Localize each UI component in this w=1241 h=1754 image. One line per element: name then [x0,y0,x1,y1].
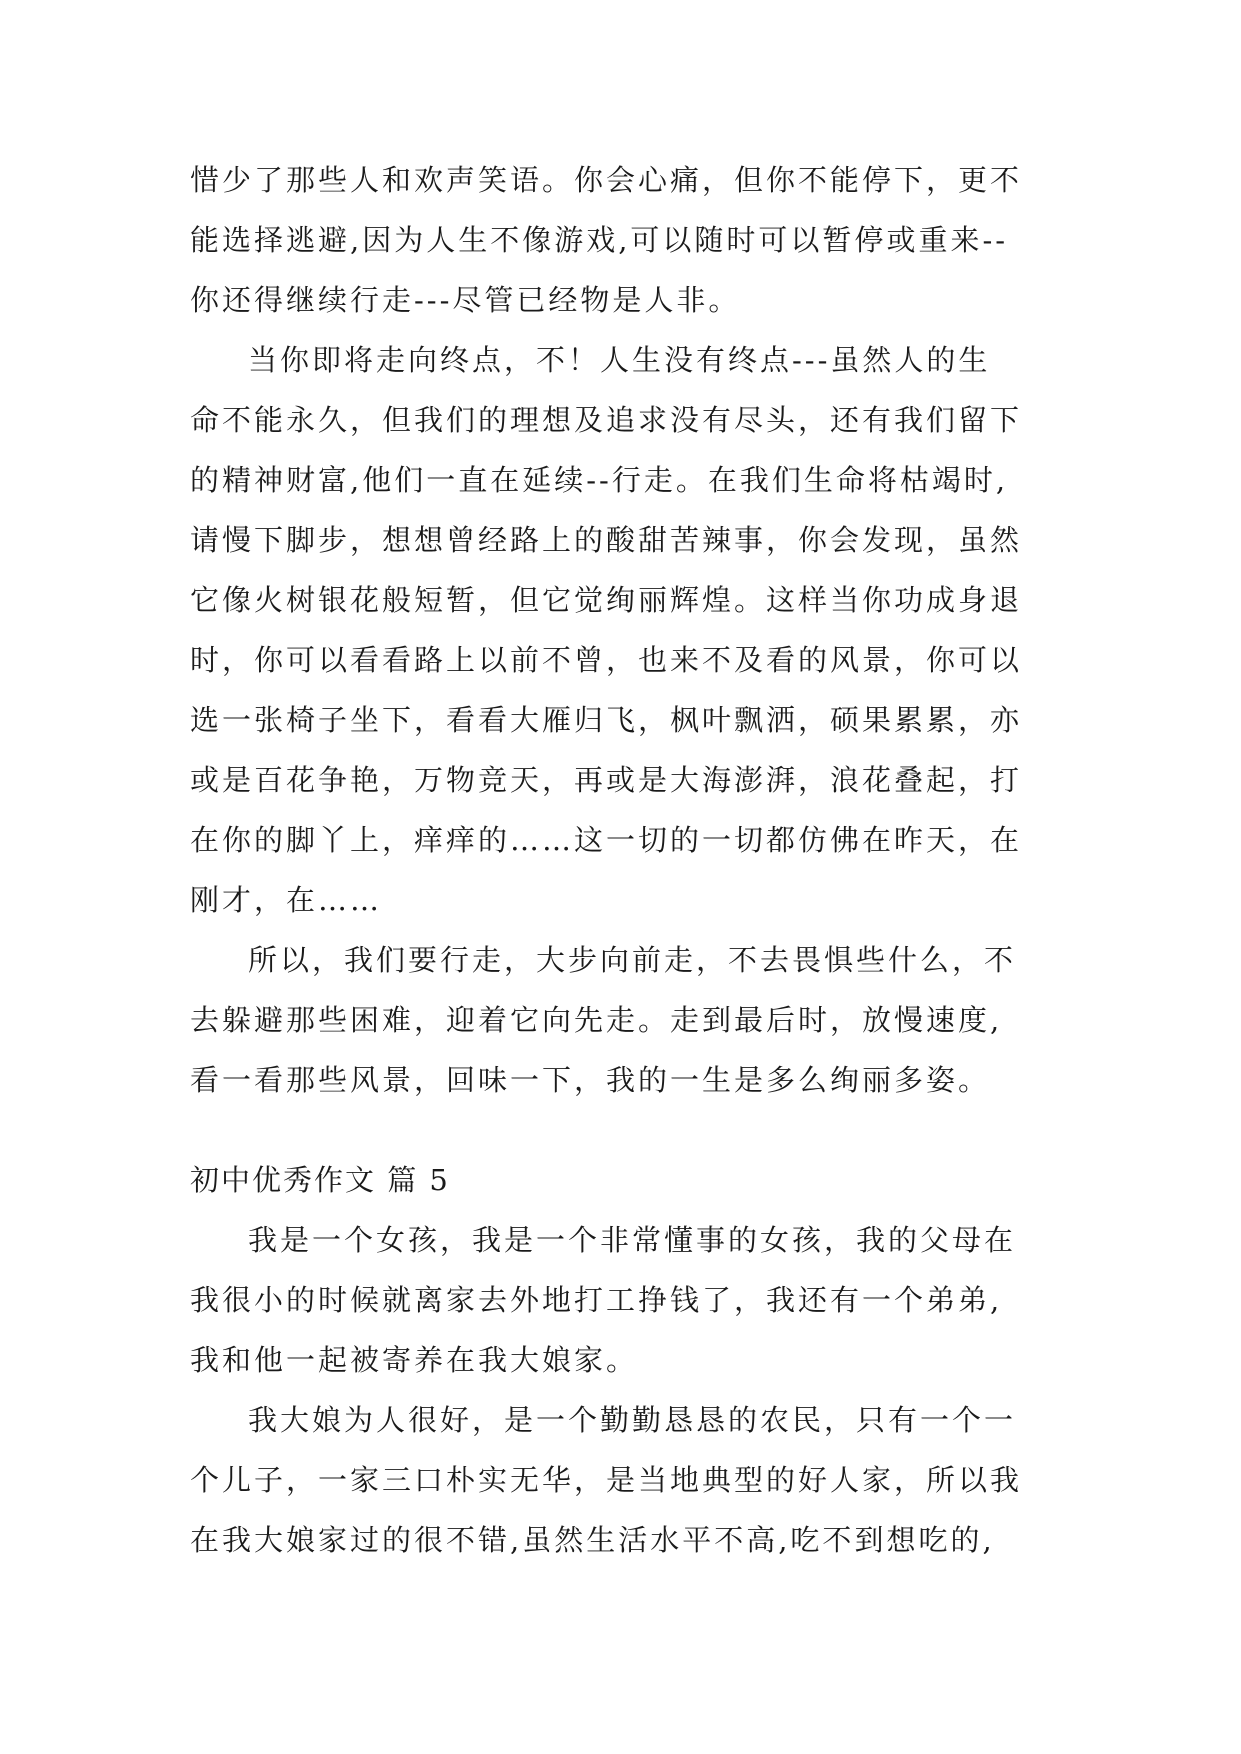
paragraph-line: 我是一个女孩，我是一个非常懂事的女孩，我的父母在 [248,1223,1017,1257]
paragraph-line: 惜少了那些人和欢声笑语。你会心痛，但你不能停下，更不 [190,163,1023,197]
paragraph [190,1390,1052,1570]
paragraph-line: 时，你可以看看路上以前不曾，也来不及看的风景，你可以 [190,643,1023,677]
paragraph-line: 的精神财富,他们一直在延续--行走。在我们生命将枯竭时, [190,463,1009,497]
paragraph-line: 去躲避那些困难，迎着它向先走。走到最后时，放慢速度, [190,1003,1003,1037]
paragraph [190,1210,1052,1390]
paragraph-line: 我大娘为人很好，是一个勤勤恳恳的农民，只有一个一 [248,1403,1017,1437]
paragraph-line: 你还得继续行走---尽管已经物是人非。 [190,283,741,317]
essay-5-body [190,1210,1052,1570]
paragraph-line: 在你的脚丫上，痒痒的……这一切的一切都仿佛在昨天，在 [190,823,1023,857]
section-gap [190,1110,1052,1150]
paragraph-line: 选一张椅子坐下，看看大雁归飞，枫叶飘洒，硕果累累，亦 [190,703,1023,737]
paragraph [190,150,1052,330]
paragraph-line: 或是百花争艳，万物竞天，再或是大海澎湃，浪花叠起，打 [190,763,1023,797]
paragraph-line: 能选择逃避,因为人生不像游戏,可以随时可以暂停或重来-- [190,223,1009,257]
paragraph-line: 个儿子，一家三口朴实无华，是当地典型的好人家，所以我 [190,1463,1023,1497]
paragraph-line: 刚才，在…… [190,883,383,917]
paragraph-line: 所以，我们要行走，大步向前走，不去畏惧些什么，不 [248,943,1017,977]
paragraph-line: 在我大娘家过的很不错,虽然生活水平不高,吃不到想吃的, [190,1523,995,1557]
essay-4-ending [190,150,1052,1110]
paragraph-line: 当你即将走向终点，不！人生没有终点---虽然人的生 [248,343,991,377]
document-body [190,150,1052,1570]
paragraph-line: 我和他一起被寄养在我大娘家。 [190,1343,639,1377]
paragraph-line: 请慢下脚步，想想曾经路上的酸甜苦辣事，你会发现，虽然 [190,523,1023,557]
paragraph [190,930,1052,1110]
section-heading: 初中优秀作文 篇 5 [190,1163,450,1197]
paragraph-line: 我很小的时候就离家去外地打工挣钱了，我还有一个弟弟, [190,1283,1003,1317]
paragraph-line: 它像火树银花般短暂，但它觉绚丽辉煌。这样当你功成身退 [190,583,1023,617]
paragraph [190,330,1052,930]
paragraph-line: 看一看那些风景，回味一下，我的一生是多么绚丽多姿。 [190,1063,991,1097]
paragraph-line: 命不能永久，但我们的理想及追求没有尽头，还有我们留下 [190,403,1023,437]
